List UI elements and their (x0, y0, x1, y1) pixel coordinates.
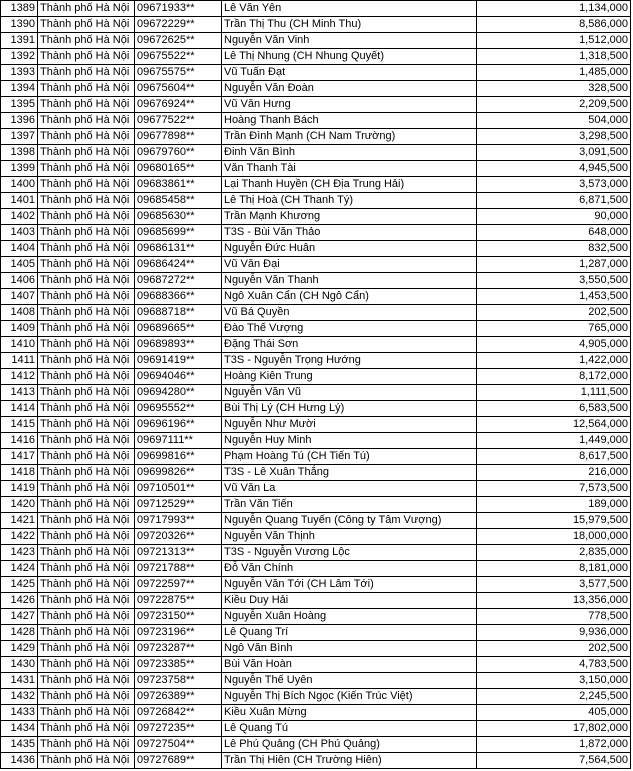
phone-cell[interactable]: 09672625** (135, 33, 222, 49)
amount-cell[interactable]: 3,091,500 (477, 145, 631, 161)
amount-cell[interactable]: 2,245,500 (477, 689, 631, 705)
phone-cell[interactable]: 09712529** (135, 497, 222, 513)
table-row[interactable] (1, 193, 631, 209)
city-cell[interactable]: Thành phố Hà Nội (38, 241, 135, 257)
phone-cell[interactable]: 09671933** (135, 1, 222, 17)
row-number-cell[interactable]: 1435 (1, 737, 38, 753)
city-cell[interactable]: Thành phố Hà Nội (38, 97, 135, 113)
phone-cell[interactable]: 09699826** (135, 465, 222, 481)
phone-cell[interactable]: 09722597** (135, 577, 222, 593)
table-row[interactable] (1, 529, 631, 545)
amount-cell[interactable]: 8,617,500 (477, 449, 631, 465)
amount-cell[interactable]: 3,550,500 (477, 273, 631, 289)
customer-name-cell[interactable]: Đinh Văn Bình (222, 145, 477, 161)
customer-name-cell[interactable]: Nguyễn Văn Tới (CH Lâm Tới) (222, 577, 477, 593)
amount-cell[interactable]: 1,318,500 (477, 49, 631, 65)
amount-cell[interactable]: 504,000 (477, 113, 631, 129)
customer-name-cell[interactable]: Nguyễn Văn Vinh (222, 33, 477, 49)
amount-cell[interactable]: 2,209,500 (477, 97, 631, 113)
amount-cell[interactable]: 2,835,000 (477, 545, 631, 561)
customer-name-cell[interactable]: Đào Thế Vượng (222, 321, 477, 337)
table-row[interactable] (1, 721, 631, 737)
phone-cell[interactable]: 09721313** (135, 545, 222, 561)
customer-name-cell[interactable]: Lê Quang Tú (222, 721, 477, 737)
table-row[interactable] (1, 177, 631, 193)
row-number-cell[interactable]: 1414 (1, 401, 38, 417)
row-number-cell[interactable]: 1413 (1, 385, 38, 401)
customer-name-cell[interactable]: Lê Văn Yên (222, 1, 477, 17)
customer-name-cell[interactable]: Hoàng Thanh Bách (222, 113, 477, 129)
row-number-cell[interactable]: 1392 (1, 49, 38, 65)
table-row[interactable] (1, 273, 631, 289)
amount-cell[interactable]: 1,111,500 (477, 385, 631, 401)
table-row[interactable] (1, 673, 631, 689)
table-row[interactable] (1, 513, 631, 529)
city-cell[interactable]: Thành phố Hà Nội (38, 305, 135, 321)
amount-cell[interactable]: 1,422,000 (477, 353, 631, 369)
row-number-cell[interactable]: 1422 (1, 529, 38, 545)
phone-cell[interactable]: 09685630** (135, 209, 222, 225)
amount-cell[interactable]: 8,181,000 (477, 561, 631, 577)
phone-cell[interactable]: 09723758** (135, 673, 222, 689)
city-cell[interactable]: Thành phố Hà Nội (38, 273, 135, 289)
table-row[interactable] (1, 657, 631, 673)
city-cell[interactable]: Thành phố Hà Nội (38, 161, 135, 177)
table-row[interactable] (1, 257, 631, 273)
city-cell[interactable]: Thành phố Hà Nội (38, 465, 135, 481)
table-row[interactable] (1, 401, 631, 417)
city-cell[interactable]: Thành phố Hà Nội (38, 497, 135, 513)
city-cell[interactable]: Thành phố Hà Nội (38, 337, 135, 353)
amount-cell[interactable]: 12,564,000 (477, 417, 631, 433)
customer-name-cell[interactable]: Vũ Văn Đại (222, 257, 477, 273)
amount-cell[interactable]: 4,945,500 (477, 161, 631, 177)
customer-name-cell[interactable]: Nguyễn Quang Tuyến (Công ty Tâm Vượng) (222, 513, 477, 529)
phone-cell[interactable]: 09697111** (135, 433, 222, 449)
customer-name-cell[interactable]: Bùi Văn Hoàn (222, 657, 477, 673)
customer-name-cell[interactable]: Bùi Thị Lý (CH Hưng Lý) (222, 401, 477, 417)
amount-cell[interactable]: 202,500 (477, 305, 631, 321)
row-number-cell[interactable]: 1403 (1, 225, 38, 241)
amount-cell[interactable]: 1,449,000 (477, 433, 631, 449)
table-row[interactable] (1, 737, 631, 753)
amount-cell[interactable]: 765,000 (477, 321, 631, 337)
city-cell[interactable]: Thành phố Hà Nội (38, 145, 135, 161)
table-row[interactable] (1, 385, 631, 401)
customer-name-cell[interactable]: Trần Đình Mạnh (CH Nam Trường) (222, 129, 477, 145)
table-row[interactable] (1, 289, 631, 305)
amount-cell[interactable]: 405,000 (477, 705, 631, 721)
table-row[interactable] (1, 81, 631, 97)
amount-cell[interactable]: 18,000,000 (477, 529, 631, 545)
row-number-cell[interactable]: 1402 (1, 209, 38, 225)
table-row[interactable] (1, 705, 631, 721)
table-row[interactable] (1, 17, 631, 33)
table-row[interactable] (1, 625, 631, 641)
amount-cell[interactable]: 4,905,000 (477, 337, 631, 353)
city-cell[interactable]: Thành phố Hà Nội (38, 353, 135, 369)
amount-cell[interactable]: 1,485,000 (477, 65, 631, 81)
row-number-cell[interactable]: 1431 (1, 673, 38, 689)
amount-cell[interactable]: 832,500 (477, 241, 631, 257)
customer-name-cell[interactable]: Đặng Thái Sơn (222, 337, 477, 353)
customer-name-cell[interactable]: Lê Phú Quảng (CH Phú Quảng) (222, 737, 477, 753)
amount-cell[interactable]: 778,500 (477, 609, 631, 625)
row-number-cell[interactable]: 1417 (1, 449, 38, 465)
customer-name-cell[interactable]: Nguyễn Văn Vũ (222, 385, 477, 401)
city-cell[interactable]: Thành phố Hà Nội (38, 1, 135, 17)
phone-cell[interactable]: 09677898** (135, 129, 222, 145)
amount-cell[interactable]: 3,573,000 (477, 177, 631, 193)
row-number-cell[interactable]: 1397 (1, 129, 38, 145)
phone-cell[interactable]: 09722875** (135, 593, 222, 609)
phone-cell[interactable]: 09685699** (135, 225, 222, 241)
amount-cell[interactable]: 90,000 (477, 209, 631, 225)
city-cell[interactable]: Thành phố Hà Nội (38, 33, 135, 49)
city-cell[interactable]: Thành phố Hà Nội (38, 721, 135, 737)
city-cell[interactable]: Thành phố Hà Nội (38, 193, 135, 209)
phone-cell[interactable]: 09687272** (135, 273, 222, 289)
amount-cell[interactable]: 15,979,500 (477, 513, 631, 529)
table-row[interactable] (1, 369, 631, 385)
phone-cell[interactable]: 09689665** (135, 321, 222, 337)
customer-name-cell[interactable]: Lại Thanh Huyền (CH Địa Trung Hải) (222, 177, 477, 193)
phone-cell[interactable]: 09699816** (135, 449, 222, 465)
row-number-cell[interactable]: 1409 (1, 321, 38, 337)
city-cell[interactable]: Thành phố Hà Nội (38, 657, 135, 673)
row-number-cell[interactable]: 1428 (1, 625, 38, 641)
table-row[interactable] (1, 161, 631, 177)
phone-cell[interactable]: 09689893** (135, 337, 222, 353)
amount-cell[interactable]: 1,872,000 (477, 737, 631, 753)
amount-cell[interactable]: 648,000 (477, 225, 631, 241)
table-row[interactable] (1, 305, 631, 321)
phone-cell[interactable]: 09727235** (135, 721, 222, 737)
city-cell[interactable]: Thành phố Hà Nội (38, 289, 135, 305)
row-number-cell[interactable]: 1427 (1, 609, 38, 625)
table-row[interactable] (1, 465, 631, 481)
customer-name-cell[interactable]: Nguyễn Văn Đoàn (222, 81, 477, 97)
phone-cell[interactable]: 09694046** (135, 369, 222, 385)
amount-cell[interactable]: 1,453,500 (477, 289, 631, 305)
row-number-cell[interactable]: 1434 (1, 721, 38, 737)
city-cell[interactable]: Thành phố Hà Nội (38, 433, 135, 449)
city-cell[interactable]: Thành phố Hà Nội (38, 737, 135, 753)
row-number-cell[interactable]: 1400 (1, 177, 38, 193)
amount-cell[interactable]: 3,298,500 (477, 129, 631, 145)
customer-name-cell[interactable]: Nguyễn Văn Thanh (222, 273, 477, 289)
amount-cell[interactable]: 202,500 (477, 641, 631, 657)
amount-cell[interactable]: 328,500 (477, 81, 631, 97)
row-number-cell[interactable]: 1424 (1, 561, 38, 577)
phone-cell[interactable]: 09691419** (135, 353, 222, 369)
phone-cell[interactable]: 09675575** (135, 65, 222, 81)
city-cell[interactable]: Thành phố Hà Nội (38, 129, 135, 145)
row-number-cell[interactable]: 1405 (1, 257, 38, 273)
phone-cell[interactable]: 09695552** (135, 401, 222, 417)
city-cell[interactable]: Thành phố Hà Nội (38, 609, 135, 625)
customer-name-cell[interactable]: Trần Thị Hiên (CH Trường Hiên) (222, 753, 477, 769)
city-cell[interactable]: Thành phố Hà Nội (38, 673, 135, 689)
amount-cell[interactable]: 17,802,000 (477, 721, 631, 737)
table-row[interactable] (1, 689, 631, 705)
row-number-cell[interactable]: 1415 (1, 417, 38, 433)
row-number-cell[interactable]: 1426 (1, 593, 38, 609)
row-number-cell[interactable]: 1404 (1, 241, 38, 257)
city-cell[interactable]: Thành phố Hà Nội (38, 753, 135, 769)
amount-cell[interactable]: 6,871,500 (477, 193, 631, 209)
customer-name-cell[interactable]: Kiều Duy Hải (222, 593, 477, 609)
customer-name-cell[interactable]: Nguyễn Xuân Hoàng (222, 609, 477, 625)
customer-name-cell[interactable]: Đỗ Văn Chính (222, 561, 477, 577)
amount-cell[interactable]: 189,000 (477, 497, 631, 513)
row-number-cell[interactable]: 1429 (1, 641, 38, 657)
customer-name-cell[interactable]: Nguyễn Như Mười (222, 417, 477, 433)
phone-cell[interactable]: 09726389** (135, 689, 222, 705)
city-cell[interactable]: Thành phố Hà Nội (38, 321, 135, 337)
amount-cell[interactable]: 3,150,000 (477, 673, 631, 689)
customer-name-cell[interactable]: Nguyễn Đức Huân (222, 241, 477, 257)
city-cell[interactable]: Thành phố Hà Nội (38, 177, 135, 193)
city-cell[interactable]: Thành phố Hà Nội (38, 49, 135, 65)
table-row[interactable] (1, 337, 631, 353)
city-cell[interactable]: Thành phố Hà Nội (38, 705, 135, 721)
city-cell[interactable]: Thành phố Hà Nội (38, 529, 135, 545)
amount-cell[interactable]: 13,356,000 (477, 593, 631, 609)
amount-cell[interactable]: 1,134,000 (477, 1, 631, 17)
city-cell[interactable]: Thành phố Hà Nội (38, 513, 135, 529)
city-cell[interactable]: Thành phố Hà Nội (38, 593, 135, 609)
city-cell[interactable]: Thành phố Hà Nội (38, 641, 135, 657)
city-cell[interactable]: Thành phố Hà Nội (38, 209, 135, 225)
row-number-cell[interactable]: 1394 (1, 81, 38, 97)
row-number-cell[interactable]: 1418 (1, 465, 38, 481)
amount-cell[interactable]: 7,573,500 (477, 481, 631, 497)
row-number-cell[interactable]: 1421 (1, 513, 38, 529)
phone-cell[interactable]: 09675604** (135, 81, 222, 97)
phone-cell[interactable]: 09694280** (135, 385, 222, 401)
table-row[interactable] (1, 129, 631, 145)
table-row[interactable] (1, 49, 631, 65)
customer-name-cell[interactable]: Nguyễn Thế Uyên (222, 673, 477, 689)
city-cell[interactable]: Thành phố Hà Nội (38, 65, 135, 81)
row-number-cell[interactable]: 1407 (1, 289, 38, 305)
table-row[interactable] (1, 113, 631, 129)
customer-name-cell[interactable]: Kiều Xuân Mừng (222, 705, 477, 721)
phone-cell[interactable]: 09680165** (135, 161, 222, 177)
row-number-cell[interactable]: 1433 (1, 705, 38, 721)
phone-cell[interactable]: 09683861** (135, 177, 222, 193)
row-number-cell[interactable]: 1412 (1, 369, 38, 385)
customer-name-cell[interactable]: Vũ Bá Quyền (222, 305, 477, 321)
customer-name-cell[interactable]: Trần Thị Thu (CH Minh Thu) (222, 17, 477, 33)
phone-cell[interactable]: 09723385** (135, 657, 222, 673)
customer-name-cell[interactable]: Ngô Văn Bình (222, 641, 477, 657)
table-row[interactable] (1, 497, 631, 513)
table-row[interactable] (1, 609, 631, 625)
table-row[interactable] (1, 225, 631, 241)
table-row[interactable] (1, 353, 631, 369)
table-row[interactable] (1, 97, 631, 113)
city-cell[interactable]: Thành phố Hà Nội (38, 625, 135, 641)
table-row[interactable] (1, 145, 631, 161)
phone-cell[interactable]: 09685458** (135, 193, 222, 209)
row-number-cell[interactable]: 1408 (1, 305, 38, 321)
table-row[interactable] (1, 33, 631, 49)
row-number-cell[interactable]: 1430 (1, 657, 38, 673)
row-number-cell[interactable]: 1393 (1, 65, 38, 81)
table-body (1, 1, 631, 769)
customer-name-cell[interactable]: Lê Thị Hoà (CH Thanh Tý) (222, 193, 477, 209)
customer-name-cell[interactable]: Văn Thanh Tài (222, 161, 477, 177)
customer-name-cell[interactable]: T3S - Nguyễn Vương Lộc (222, 545, 477, 561)
row-number-cell[interactable]: 1410 (1, 337, 38, 353)
customer-name-cell[interactable]: Trần Mạnh Khương (222, 209, 477, 225)
table-row[interactable] (1, 545, 631, 561)
phone-cell[interactable]: 09688718** (135, 305, 222, 321)
row-number-cell[interactable]: 1398 (1, 145, 38, 161)
city-cell[interactable]: Thành phố Hà Nội (38, 545, 135, 561)
row-number-cell[interactable]: 1420 (1, 497, 38, 513)
city-cell[interactable]: Thành phố Hà Nội (38, 449, 135, 465)
row-number-cell[interactable]: 1432 (1, 689, 38, 705)
customer-name-cell[interactable]: Nguyễn Văn Thịnh (222, 529, 477, 545)
table-row[interactable] (1, 641, 631, 657)
customer-name-cell[interactable]: T3S - Nguyễn Trọng Hướng (222, 353, 477, 369)
phone-cell[interactable]: 09727689** (135, 753, 222, 769)
row-number-cell[interactable]: 1395 (1, 97, 38, 113)
city-cell[interactable]: Thành phố Hà Nội (38, 689, 135, 705)
customer-name-cell[interactable]: Vũ Văn La (222, 481, 477, 497)
customer-name-cell[interactable]: Vũ Văn Hưng (222, 97, 477, 113)
row-number-cell[interactable]: 1406 (1, 273, 38, 289)
row-number-cell[interactable]: 1425 (1, 577, 38, 593)
table-row[interactable] (1, 209, 631, 225)
phone-cell[interactable]: 09675522** (135, 49, 222, 65)
city-cell[interactable]: Thành phố Hà Nội (38, 481, 135, 497)
row-number-cell[interactable]: 1391 (1, 33, 38, 49)
phone-cell[interactable]: 09723150** (135, 609, 222, 625)
phone-cell[interactable]: 09686424** (135, 257, 222, 273)
row-number-cell[interactable]: 1399 (1, 161, 38, 177)
amount-cell[interactable]: 4,783,500 (477, 657, 631, 673)
phone-cell[interactable]: 09726842** (135, 705, 222, 721)
city-cell[interactable]: Thành phố Hà Nội (38, 225, 135, 241)
amount-cell[interactable]: 7,564,500 (477, 753, 631, 769)
phone-cell[interactable]: 09727504** (135, 737, 222, 753)
city-cell[interactable]: Thành phố Hà Nội (38, 369, 135, 385)
table-row[interactable] (1, 1, 631, 17)
phone-cell[interactable]: 09696196** (135, 417, 222, 433)
phone-cell[interactable]: 09676924** (135, 97, 222, 113)
phone-cell[interactable]: 09688366** (135, 289, 222, 305)
phone-cell[interactable]: 09672229** (135, 17, 222, 33)
row-number-cell[interactable]: 1419 (1, 481, 38, 497)
amount-cell[interactable]: 3,577,500 (477, 577, 631, 593)
customer-name-cell[interactable]: T3S - Lê Xuân Thắng (222, 465, 477, 481)
city-cell[interactable]: Thành phố Hà Nội (38, 81, 135, 97)
amount-cell[interactable]: 8,586,000 (477, 17, 631, 33)
customer-name-cell[interactable]: Phạm Hoàng Tú (CH Tiến Tú) (222, 449, 477, 465)
city-cell[interactable]: Thành phố Hà Nội (38, 17, 135, 33)
table-row[interactable] (1, 481, 631, 497)
customer-name-cell[interactable]: T3S - Bùi Văn Thảo (222, 225, 477, 241)
row-number-cell[interactable]: 1423 (1, 545, 38, 561)
table-row[interactable] (1, 417, 631, 433)
amount-cell[interactable]: 216,000 (477, 465, 631, 481)
row-number-cell[interactable]: 1396 (1, 113, 38, 129)
amount-cell[interactable]: 8,172,000 (477, 369, 631, 385)
row-number-cell[interactable]: 1390 (1, 17, 38, 33)
city-cell[interactable]: Thành phố Hà Nội (38, 417, 135, 433)
table-row[interactable] (1, 65, 631, 81)
customer-name-cell[interactable]: Trần Văn Tiến (222, 497, 477, 513)
customer-name-cell[interactable]: Hoàng Kiên Trung (222, 369, 477, 385)
phone-cell[interactable]: 09710501** (135, 481, 222, 497)
amount-cell[interactable]: 1,512,000 (477, 33, 631, 49)
phone-cell[interactable]: 09679760** (135, 145, 222, 161)
table-row[interactable] (1, 449, 631, 465)
table-row[interactable] (1, 321, 631, 337)
table-row[interactable] (1, 577, 631, 593)
row-number-cell[interactable]: 1411 (1, 353, 38, 369)
city-cell[interactable]: Thành phố Hà Nội (38, 257, 135, 273)
city-cell[interactable]: Thành phố Hà Nội (38, 401, 135, 417)
phone-cell[interactable]: 09677522** (135, 113, 222, 129)
amount-cell[interactable]: 9,936,000 (477, 625, 631, 641)
customer-name-cell[interactable]: Ngô Xuân Cẩn (CH Ngô Cẩn) (222, 289, 477, 305)
city-cell[interactable]: Thành phố Hà Nội (38, 577, 135, 593)
phone-cell[interactable]: 09686131** (135, 241, 222, 257)
customer-name-cell[interactable]: Lê Thị Nhung (CH Nhung Quyết) (222, 49, 477, 65)
customer-name-cell[interactable]: Lê Quang Trí (222, 625, 477, 641)
row-number-cell[interactable]: 1436 (1, 753, 38, 769)
table-row[interactable] (1, 241, 631, 257)
row-number-cell[interactable]: 1416 (1, 433, 38, 449)
row-number-cell[interactable]: 1389 (1, 1, 38, 17)
amount-cell[interactable]: 1,287,000 (477, 257, 631, 273)
amount-cell[interactable]: 6,583,500 (477, 401, 631, 417)
phone-cell[interactable]: 09723287** (135, 641, 222, 657)
row-number-cell[interactable]: 1401 (1, 193, 38, 209)
phone-cell[interactable]: 09723196** (135, 625, 222, 641)
table-row[interactable] (1, 593, 631, 609)
table-row[interactable] (1, 433, 631, 449)
phone-cell[interactable]: 09717993** (135, 513, 222, 529)
phone-cell[interactable]: 09720326** (135, 529, 222, 545)
city-cell[interactable]: Thành phố Hà Nội (38, 113, 135, 129)
customer-name-cell[interactable]: Nguyễn Huy Minh (222, 433, 477, 449)
customer-name-cell[interactable]: Nguyễn Thị Bích Ngọc (Kiến Trúc Việt) (222, 689, 477, 705)
customer-name-cell[interactable]: Vũ Tuấn Đạt (222, 65, 477, 81)
city-cell[interactable]: Thành phố Hà Nội (38, 561, 135, 577)
city-cell[interactable]: Thành phố Hà Nội (38, 385, 135, 401)
table-row[interactable] (1, 753, 631, 769)
table-row[interactable] (1, 561, 631, 577)
phone-cell[interactable]: 09721788** (135, 561, 222, 577)
